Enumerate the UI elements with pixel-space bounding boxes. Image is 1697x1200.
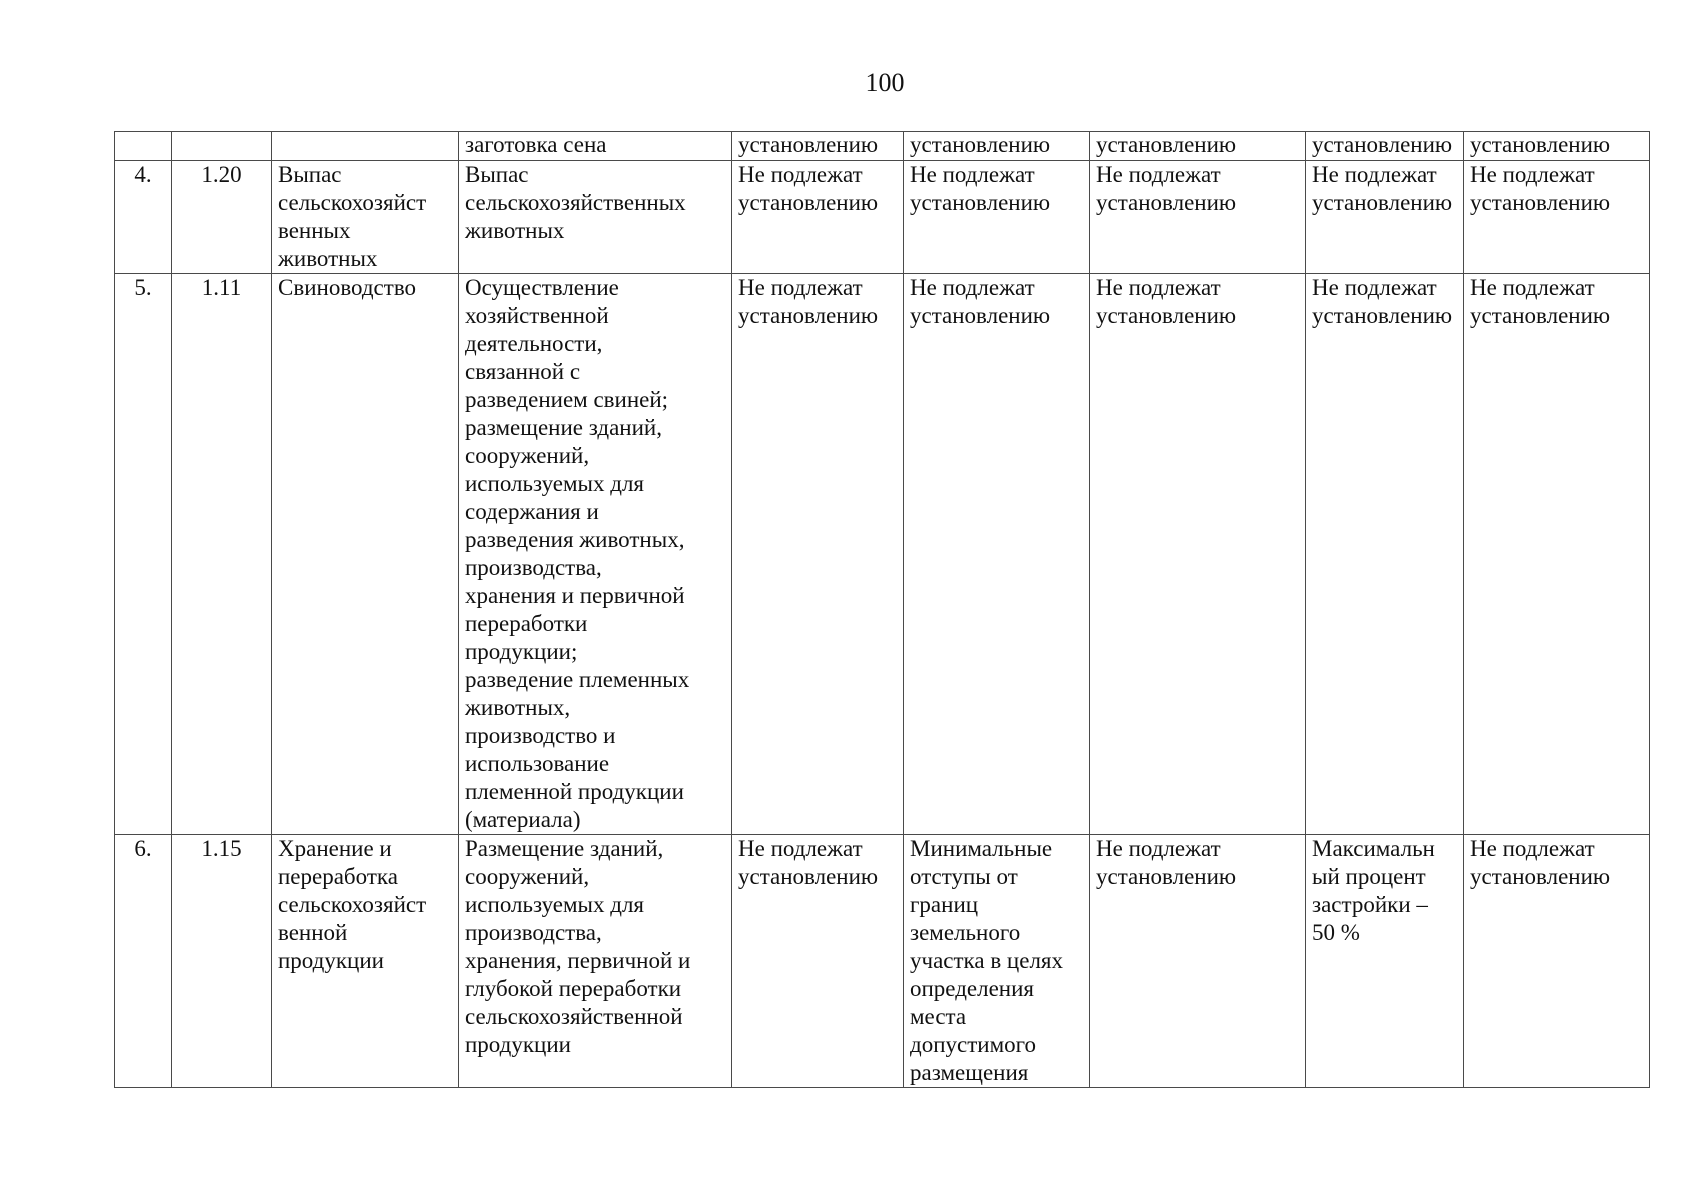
cell-param-5: Не подлежат установлению	[1464, 835, 1650, 1088]
cell-param-5: Не подлежат установлению	[1464, 274, 1650, 835]
cell-param-1: Не подлежат установлению	[732, 835, 904, 1088]
cell-code: 1.20	[172, 161, 272, 274]
cell-param-2: Не подлежат установлению	[904, 274, 1090, 835]
table-row-continuation	[115, 132, 1650, 161]
cell-use-description: Размещение зданий, сооружений, используемых для производства, хранения, первичной и глубокой переработки сельскохозяйственной продукции	[459, 835, 732, 1088]
cell-use-description: заготовка сена	[459, 132, 732, 161]
cell-param-3: Не подлежат установлению	[1090, 161, 1306, 274]
cell-use-description: Осуществление хозяйственной деятельности, связанной с разведением свиней; размещение зданий, сооружений, используемых для содержания и разведения животных, производства, хранения и первичной переработки продукции; разведение племенных животных, производство и использование племенной продукции (материала)	[459, 274, 732, 835]
cell-param-4: Не подлежат установлению	[1306, 274, 1464, 835]
cell-param-4: Максимальн ый процент застройки – 50 %	[1306, 835, 1464, 1088]
cell-use-name: Свиноводство	[272, 274, 459, 835]
cell-param-3: Не подлежат установлению	[1090, 835, 1306, 1088]
cell-param-3: установлению	[1090, 132, 1306, 161]
cell-row-number	[115, 132, 172, 161]
cell-param-4: установлению	[1306, 132, 1464, 161]
cell-param-4: Не подлежат установлению	[1306, 161, 1464, 274]
cell-row-number: 4.	[115, 161, 172, 274]
cell-param-1: установлению	[732, 132, 904, 161]
cell-use-description: Выпас сельскохозяйственных животных	[459, 161, 732, 274]
table-row	[115, 161, 1650, 274]
cell-row-number: 6.	[115, 835, 172, 1088]
cell-use-name	[272, 132, 459, 161]
cell-param-1: Не подлежат установлению	[732, 274, 904, 835]
cell-param-5: Не подлежат установлению	[1464, 161, 1650, 274]
page-number: 100	[865, 68, 905, 97]
table-row	[115, 274, 1650, 835]
cell-param-2: Минимальные отступы от границ земельного участка в целях определения места допустимого размещения	[904, 835, 1090, 1088]
table-row	[115, 835, 1650, 1088]
cell-code	[172, 132, 272, 161]
cell-row-number: 5.	[115, 274, 172, 835]
cell-use-name: Выпас сельскохозяйст венных животных	[272, 161, 459, 274]
cell-code: 1.11	[172, 274, 272, 835]
cell-param-2: установлению	[904, 132, 1090, 161]
cell-param-5: установлению	[1464, 132, 1650, 161]
cell-code: 1.15	[172, 835, 272, 1088]
cell-use-name: Хранение и переработка сельскохозяйст венной продукции	[272, 835, 459, 1088]
cell-param-3: Не подлежат установлению	[1090, 274, 1306, 835]
cell-param-2: Не подлежат установлению	[904, 161, 1090, 274]
zoning-regulations-table	[114, 131, 1650, 1088]
cell-param-1: Не подлежат установлению	[732, 161, 904, 274]
